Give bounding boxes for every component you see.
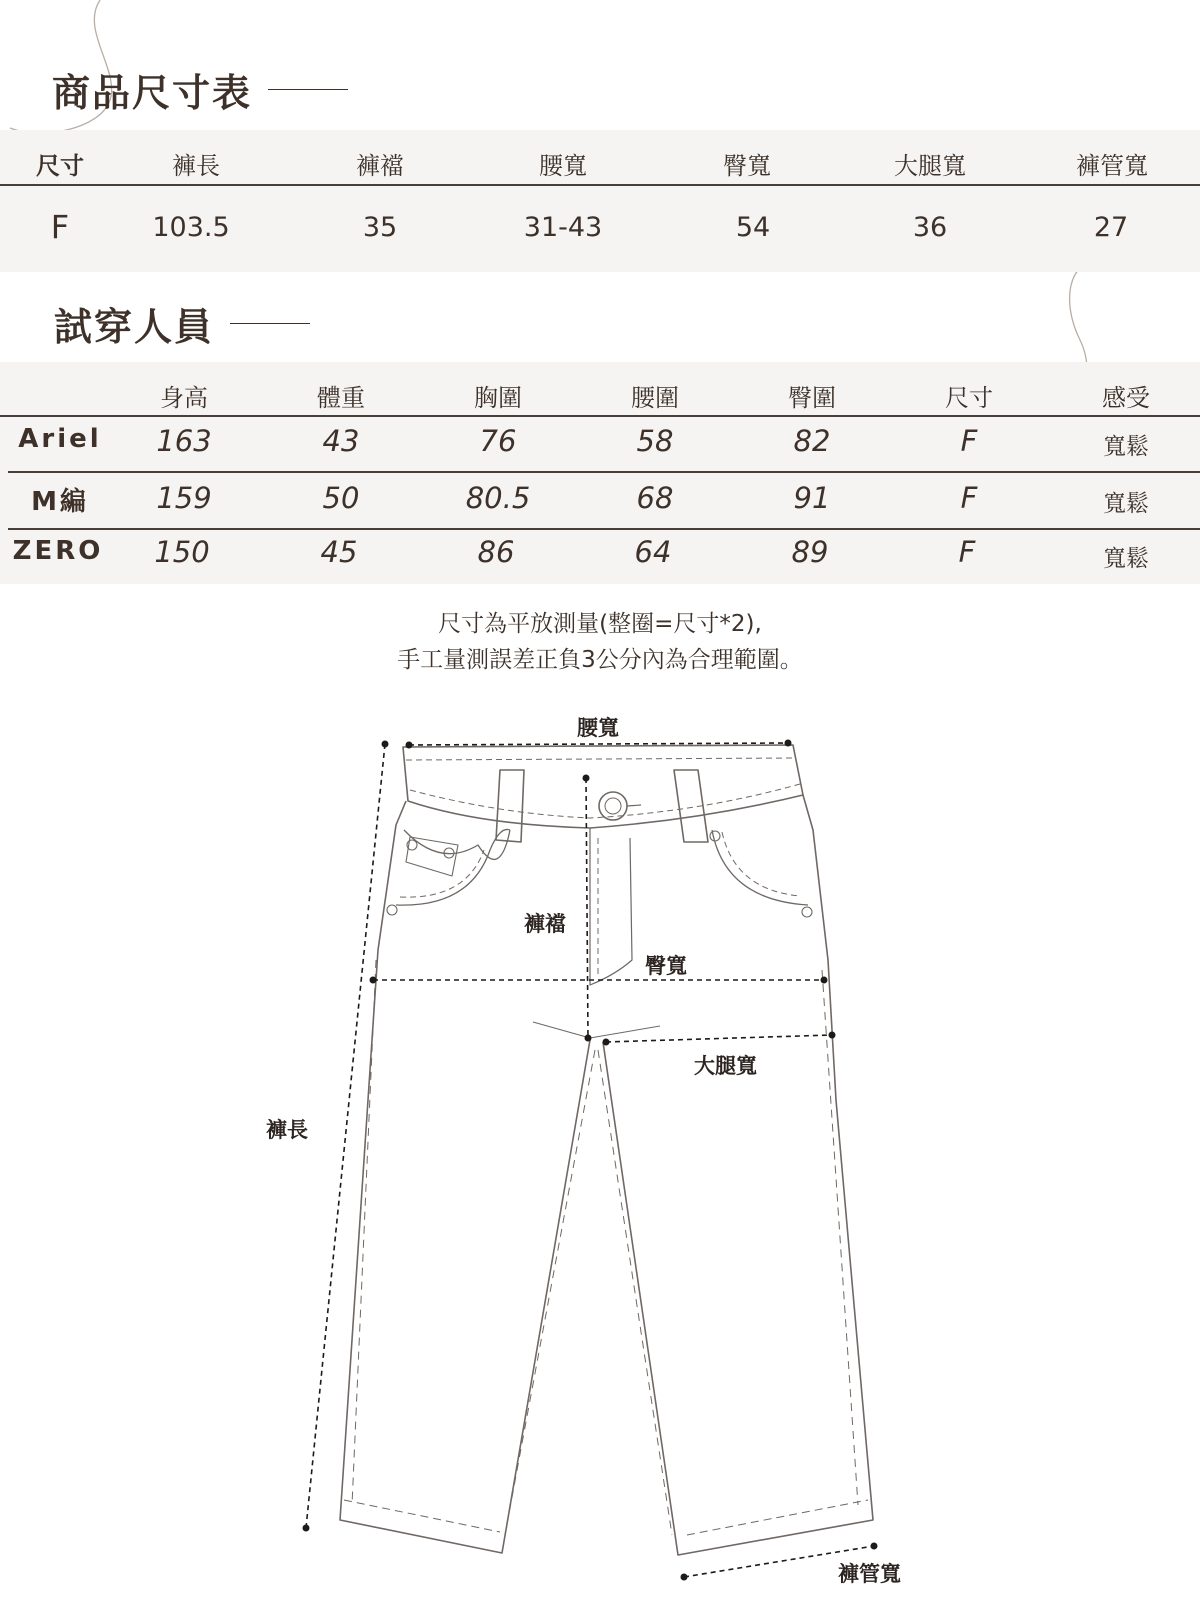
hip-width-label: 臀寬	[645, 953, 687, 978]
hem-width-label: 褲管寬	[838, 1561, 901, 1586]
model-feel: 寬鬆	[1103, 434, 1149, 460]
model-weight: 50	[322, 481, 360, 515]
model-weight: 43	[322, 424, 360, 458]
size-chart-header-hem: 褲管寬	[1076, 152, 1148, 180]
model-height: 159	[156, 481, 212, 515]
size-chart-cell-hip: 54	[735, 212, 771, 243]
model-height: 150	[154, 535, 210, 569]
model-size: F	[958, 535, 976, 569]
size-chart-cell-rise: 35	[362, 212, 398, 243]
size-chart-header-thigh: 大腿寬	[894, 152, 966, 180]
model-size: F	[960, 424, 978, 458]
size-chart-title: 商品尺寸表	[52, 62, 348, 117]
models-header-hip: 臀圍	[788, 384, 836, 412]
size-chart-header-hip: 臀寬	[723, 152, 771, 180]
model-size: F	[960, 481, 978, 515]
models-title: 試穿人員	[54, 296, 310, 351]
model-height: 163	[156, 424, 212, 458]
model-feel: 寬鬆	[1103, 546, 1149, 572]
measurement-note-line-2: 手工量測誤差正負3公分內為合理範圍。	[397, 647, 803, 673]
models-header-weight: 體重	[317, 384, 365, 412]
models-header-height: 身高	[160, 384, 208, 412]
models-header-size: 尺寸	[945, 384, 993, 412]
models-header-waist: 腰圍	[631, 384, 679, 412]
models-header-feel: 感受	[1102, 384, 1150, 412]
model-chest: 80.5	[465, 481, 531, 515]
rise-measure-line	[586, 778, 588, 1038]
model-hip: 89	[791, 535, 829, 569]
model-chest: 86	[477, 535, 515, 569]
waist-width-label: 腰寬	[577, 715, 619, 740]
size-chart-cell-hem: 27	[1093, 212, 1129, 243]
model-weight: 45	[320, 535, 358, 569]
model-waist: 68	[636, 481, 674, 515]
model-chest: 76	[479, 424, 517, 458]
rise-label: 褲襠	[524, 911, 566, 936]
models-header-chest: 胸圍	[474, 384, 522, 412]
size-chart-header-rise: 褲襠	[356, 152, 404, 180]
size-chart-cell-waist: 31-43	[523, 212, 603, 243]
measurement-note-line-1: 尺寸為平放測量(整圈=尺寸*2),	[438, 611, 762, 637]
model-hip: 91	[793, 481, 831, 515]
size-chart-cell-thigh: 36	[912, 212, 948, 243]
size-chart-cell-size: F	[50, 208, 70, 246]
model-name: Ariel	[18, 424, 102, 454]
pants-length-label: 褲長	[266, 1117, 308, 1142]
size-chart-header-length: 褲長	[172, 152, 220, 180]
thigh-width-label: 大腿寬	[694, 1053, 757, 1078]
size-chart-header-size: 尺寸	[36, 152, 84, 180]
length-measure-line	[306, 744, 385, 1528]
size-chart-cell-length: 103.5	[152, 212, 230, 243]
thigh-measure-line	[606, 1035, 832, 1042]
model-feel: 寬鬆	[1103, 491, 1149, 517]
model-waist: 58	[636, 424, 674, 458]
pants-outline	[340, 745, 873, 1555]
model-name: M編	[31, 487, 89, 517]
model-name: ZERO	[12, 536, 104, 566]
model-waist: 64	[634, 535, 672, 569]
size-chart-header-waist: 腰寬	[539, 152, 587, 180]
model-hip: 82	[793, 424, 831, 458]
